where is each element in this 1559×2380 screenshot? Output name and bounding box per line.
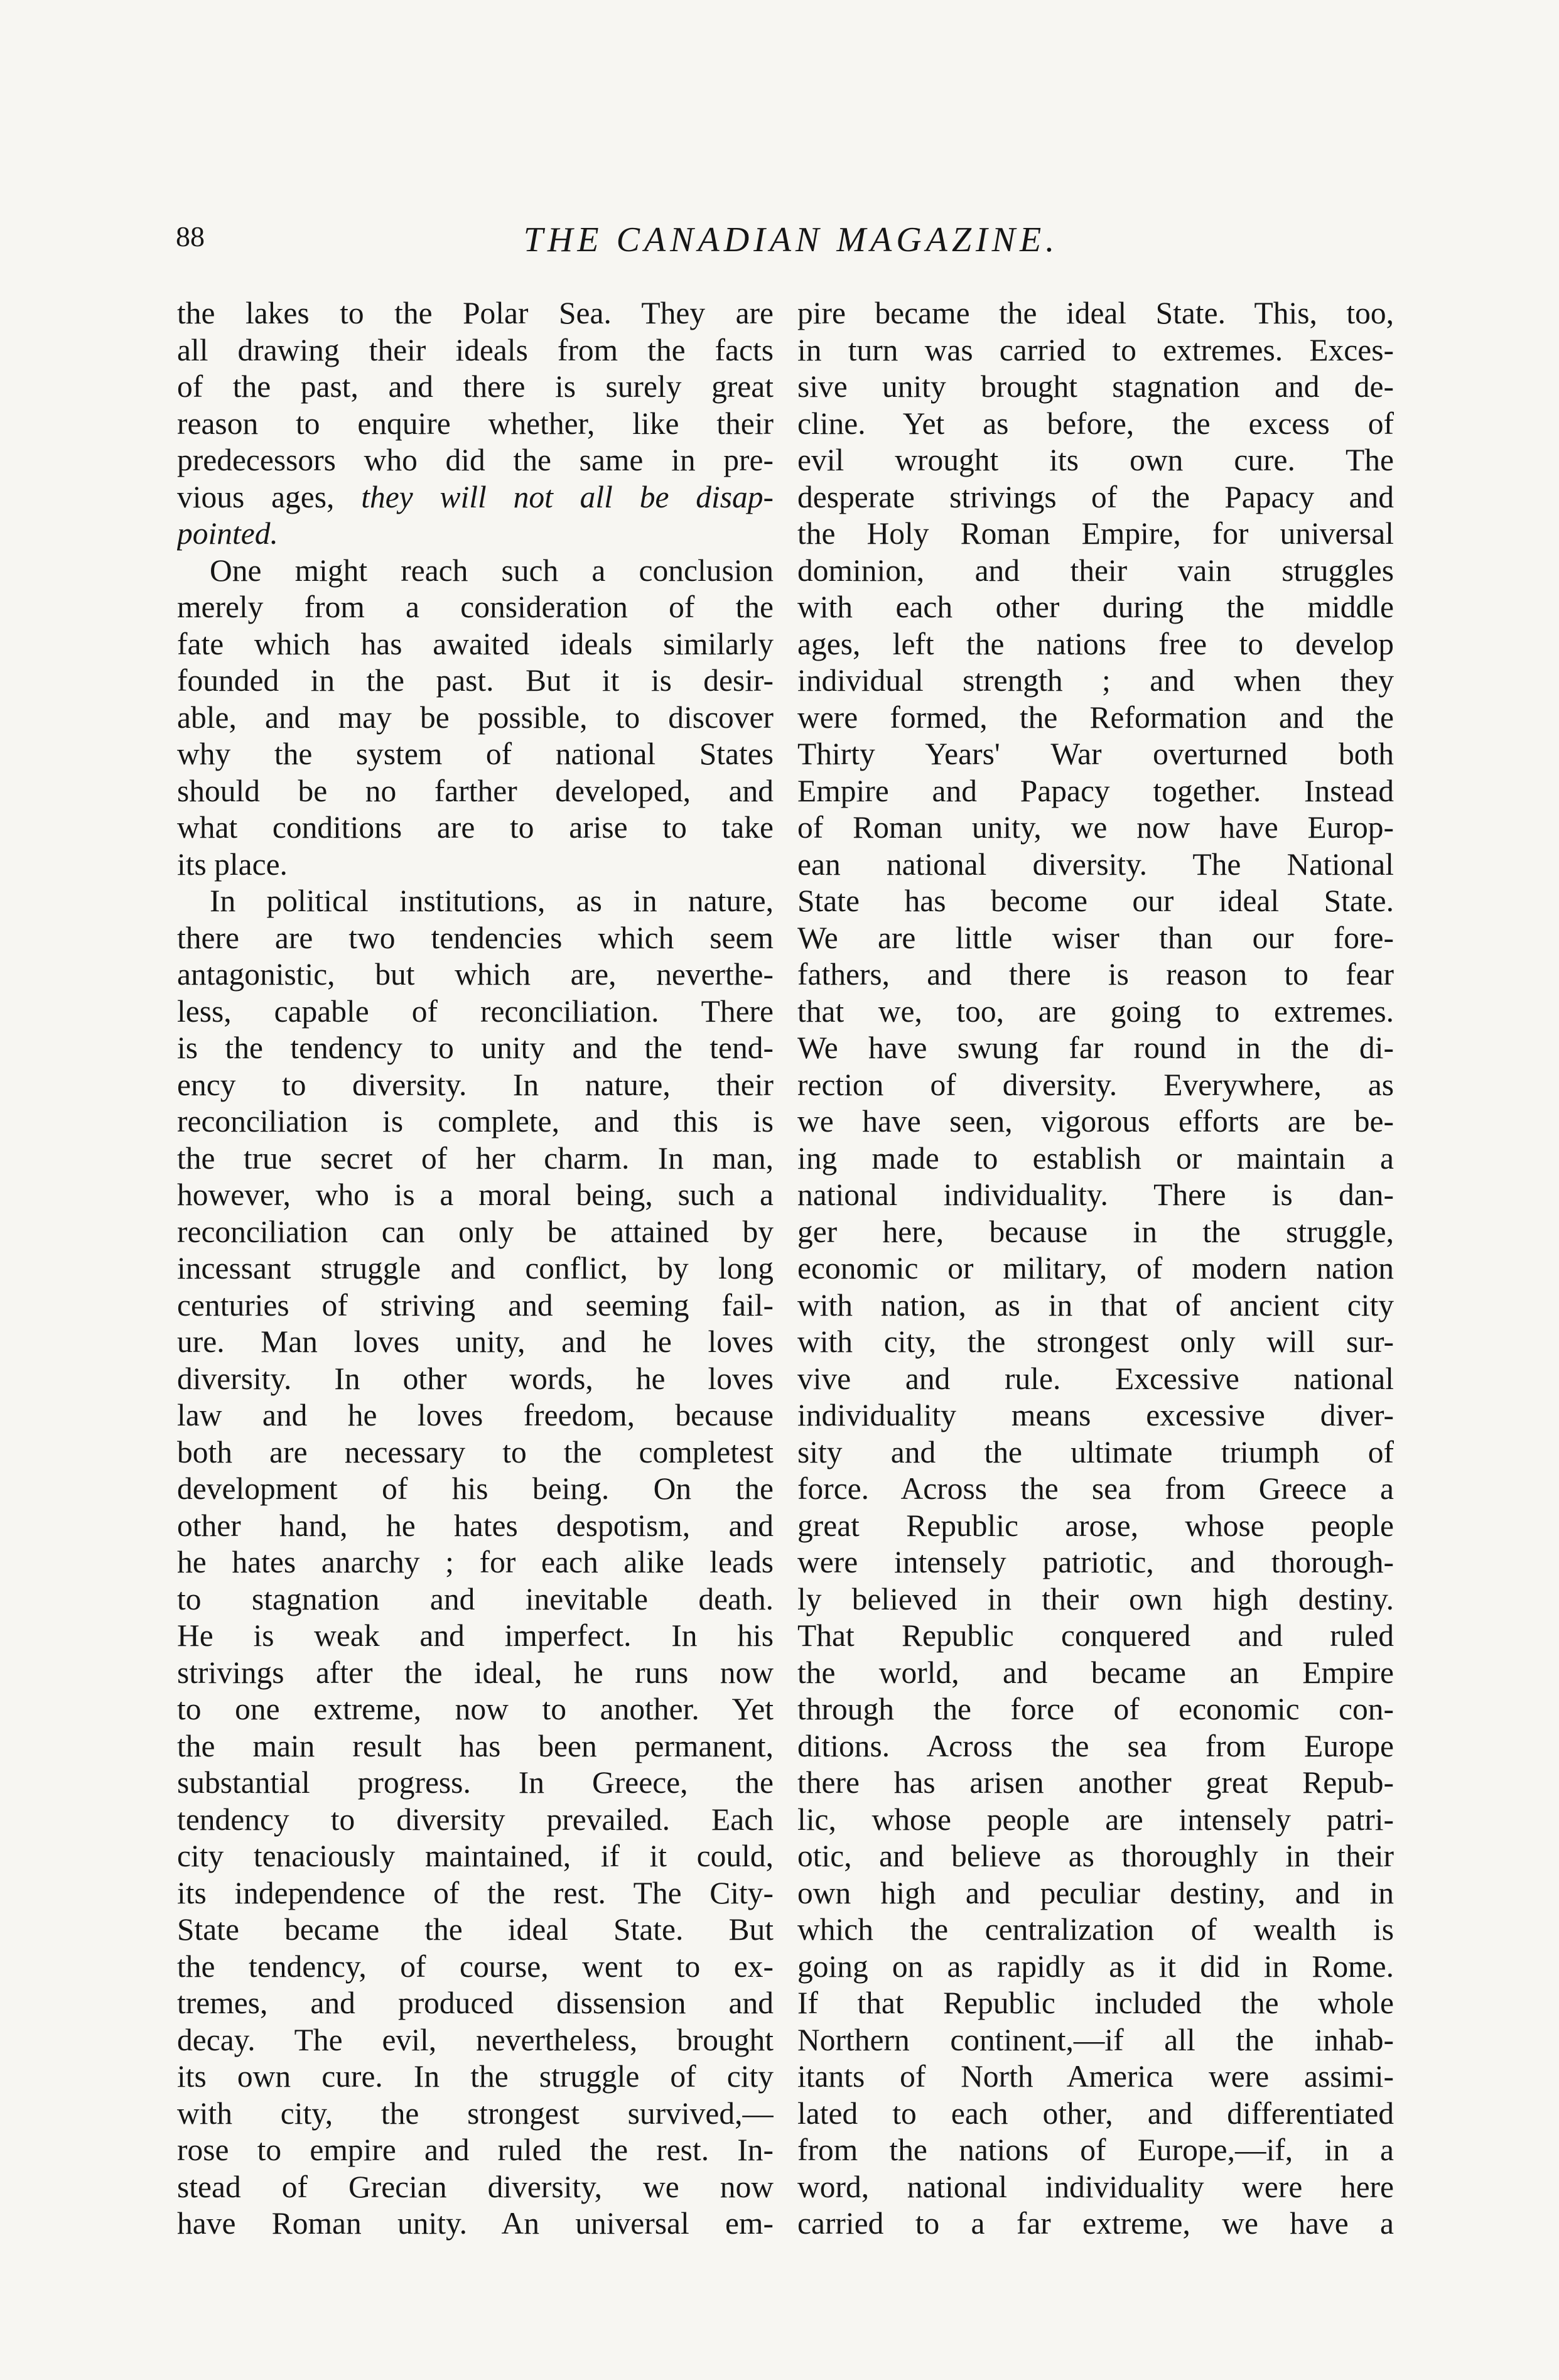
text-line: the true secret of her charm. In man, (177, 1140, 774, 1176)
text-line: have Roman unity. An universal em- (177, 2206, 774, 2241)
text-line: decay. The evil, nevertheless, brought (177, 2022, 774, 2057)
text-line: its independence of the rest. The City- (177, 1875, 774, 1910)
text-line: We are little wiser than our fore- (797, 920, 1394, 955)
text-line: ages, left the nations free to develop (797, 626, 1394, 661)
text-line: antagonistic, but which are, neverthe- (177, 957, 774, 992)
text-line: own high and peculiar destiny, and in (797, 1875, 1394, 1910)
right-column (797, 295, 1394, 2267)
text-line: word, national individuality were here (797, 2169, 1394, 2204)
page-number: 88 (176, 220, 205, 252)
text-line: in turn was carried to extremes. Exces- (797, 332, 1394, 367)
text-line: incessant struggle and conflict, by long (177, 1251, 774, 1285)
text-line: he hates anarchy ; for each alike leads (177, 1545, 774, 1579)
text-line: the main result has been permanent, (177, 1728, 774, 1763)
text-line: sive unity brought stagnation and de- (797, 369, 1394, 404)
text-line: force. Across the sea from Greece a (797, 1471, 1394, 1506)
text-line: economic or military, of modern nation (797, 1251, 1394, 1285)
text-line: otic, and believe as thoroughly in their (797, 1839, 1394, 1873)
text-line: all drawing their ideals from the facts (177, 332, 774, 367)
text-line: We have swung far round in the di- (797, 1030, 1394, 1065)
text-line: ly believed in their own high destiny. (797, 1581, 1394, 1616)
text-line: founded in the past. But it is desir- (177, 663, 774, 698)
text-line: to stagnation and inevitable death. (177, 1581, 774, 1616)
text-line: we have seen, vigorous efforts are be- (797, 1104, 1394, 1139)
text-line: however, who is a moral being, such a (177, 1177, 774, 1212)
text-line: predecessors who did the same in pre- (177, 443, 774, 477)
text-line: rection of diversity. Everywhere, as (797, 1067, 1394, 1102)
text-line: both are necessary to the completest (177, 1434, 774, 1469)
text-line: development of his being. On the (177, 1471, 774, 1506)
text-line: cline. Yet as before, the excess of (797, 406, 1394, 441)
text-line: reconciliation can only be attained by (177, 1214, 774, 1249)
text-line: One might reach such a conclusion (210, 553, 774, 588)
text-line: with city, the strongest survived,— (177, 2096, 774, 2131)
text-line: ger here, because in the struggle, (797, 1214, 1394, 1249)
text-line: were intensely patriotic, and thorough- (797, 1545, 1394, 1579)
text-line: the tendency, of course, went to ex- (177, 1949, 774, 1984)
text-line: the world, and became an Empire (797, 1655, 1394, 1690)
text-line: which the centralization of wealth is (797, 1912, 1394, 1947)
text-line-italic-phrase: vious ages, they will not all be disap- (177, 479, 774, 514)
text-line: of the past, and there is surely great (177, 369, 774, 404)
text-line: tendency to diversity prevailed. Each (177, 1802, 774, 1837)
text-line: less, capable of reconciliation. There (177, 993, 774, 1029)
text-line: In political institutions, as in nature, (210, 884, 774, 918)
text-line: merely from a consideration of the (177, 590, 774, 624)
text-line: its place. (177, 847, 288, 882)
text-line: going on as rapidly as it did in Rome. (797, 1949, 1394, 1984)
text-line: stead of Grecian diversity, we now (177, 2169, 774, 2204)
text-line: that we, too, are going to extremes. (797, 993, 1394, 1029)
left-column (177, 295, 774, 2267)
text-line: He is weak and imperfect. In his (177, 1618, 774, 1653)
text-line: with each other during the middle (797, 590, 1394, 624)
text-line: substantial progress. In Greece, the (177, 1765, 774, 1800)
text-line: tremes, and produced dissension and (177, 1986, 774, 2020)
text-line: ditions. Across the sea from Europe (797, 1728, 1394, 1763)
text-line: city tenaciously maintained, if it could, (177, 1839, 774, 1873)
text-line: rose to empire and ruled the rest. In- (177, 2133, 774, 2167)
text-line: why the system of national States (177, 737, 774, 771)
text-line: centuries of striving and seeming fail- (177, 1287, 774, 1323)
running-title: THE CANADIAN MAGAZINE. (523, 220, 1059, 259)
text-line: vive and rule. Excessive national (797, 1361, 1394, 1396)
text-line: State became the ideal State. But (177, 1912, 774, 1947)
text-line: with nation, as in that of ancient city (797, 1287, 1394, 1323)
text-line: the Holy Roman Empire, for universal (797, 516, 1394, 551)
text-line: ing made to establish or maintain a (797, 1140, 1394, 1176)
text-line: should be no farther developed, and (177, 773, 774, 808)
text-line: to one extreme, now to another. Yet (177, 1692, 774, 1726)
text-line: individuality means excessive diver- (797, 1398, 1394, 1432)
text-line: able, and may be possible, to discover (177, 700, 774, 735)
text-line: individual strength ; and when they (797, 663, 1394, 698)
text-line: through the force of economic con- (797, 1692, 1394, 1726)
text-line: what conditions are to arise to take (177, 810, 774, 845)
text-line: of Roman unity, we now have Europ- (797, 810, 1394, 845)
text-line: national individuality. There is dan- (797, 1177, 1394, 1212)
text-line: Northern continent,—if all the inhab- (797, 2022, 1394, 2057)
text-line: carried to a far extreme, we have a (797, 2206, 1394, 2241)
text-line: reconciliation is complete, and this is (177, 1104, 774, 1139)
text-line: with city, the strongest only will sur- (797, 1324, 1394, 1359)
text-line: were formed, the Reformation and the (797, 700, 1394, 735)
text-line: law and he loves freedom, because (177, 1398, 774, 1432)
text-line: dominion, and their vain struggles (797, 553, 1394, 588)
text-line: evil wrought its own cure. The (797, 443, 1394, 477)
text-line: lated to each other, and differentiated (797, 2096, 1394, 2131)
text-line: ean national diversity. The National (797, 847, 1394, 882)
text-line: diversity. In other words, he loves (177, 1361, 774, 1396)
text-line: Thirty Years' War overturned both (797, 737, 1394, 771)
text-line: strivings after the ideal, he runs now (177, 1655, 774, 1690)
text-line: is the tendency to unity and the tend- (177, 1030, 774, 1065)
text-line: reason to enquire whether, like their (177, 406, 774, 441)
text-line: lic, whose people are intensely patri- (797, 1802, 1394, 1837)
text-line: Empire and Papacy together. Instead (797, 773, 1394, 808)
text-line: If that Republic included the whole (797, 1986, 1394, 2020)
text-line: ure. Man loves unity, and he loves (177, 1324, 774, 1359)
text-line: there are two tendencies which seem (177, 920, 774, 955)
text-line: other hand, he hates despotism, and (177, 1508, 774, 1543)
text-line: great Republic arose, whose people (797, 1508, 1394, 1543)
text-line: desperate strivings of the Papacy and (797, 479, 1394, 514)
text-line: fate which has awaited ideals similarly (177, 626, 774, 661)
page-header (176, 220, 1406, 276)
text-line: itants of North America were assimi- (797, 2059, 1394, 2094)
text-line: there has arisen another great Repub- (797, 1765, 1394, 1800)
text-line: the lakes to the Polar Sea. They are (177, 296, 774, 330)
text-line: fathers, and there is reason to fear (797, 957, 1394, 992)
text-line: That Republic conquered and ruled (797, 1618, 1394, 1653)
text-line: pire became the ideal State. This, too, (797, 296, 1394, 330)
text-line: ency to diversity. In nature, their (177, 1067, 774, 1102)
text-line: State has become our ideal State. (797, 884, 1394, 918)
text-line: its own cure. In the struggle of city (177, 2059, 774, 2094)
text-line-italic: pointed. (177, 516, 278, 551)
text-line: from the nations of Europe,—if, in a (797, 2133, 1394, 2167)
text-line: sity and the ultimate triumph of (797, 1434, 1394, 1469)
